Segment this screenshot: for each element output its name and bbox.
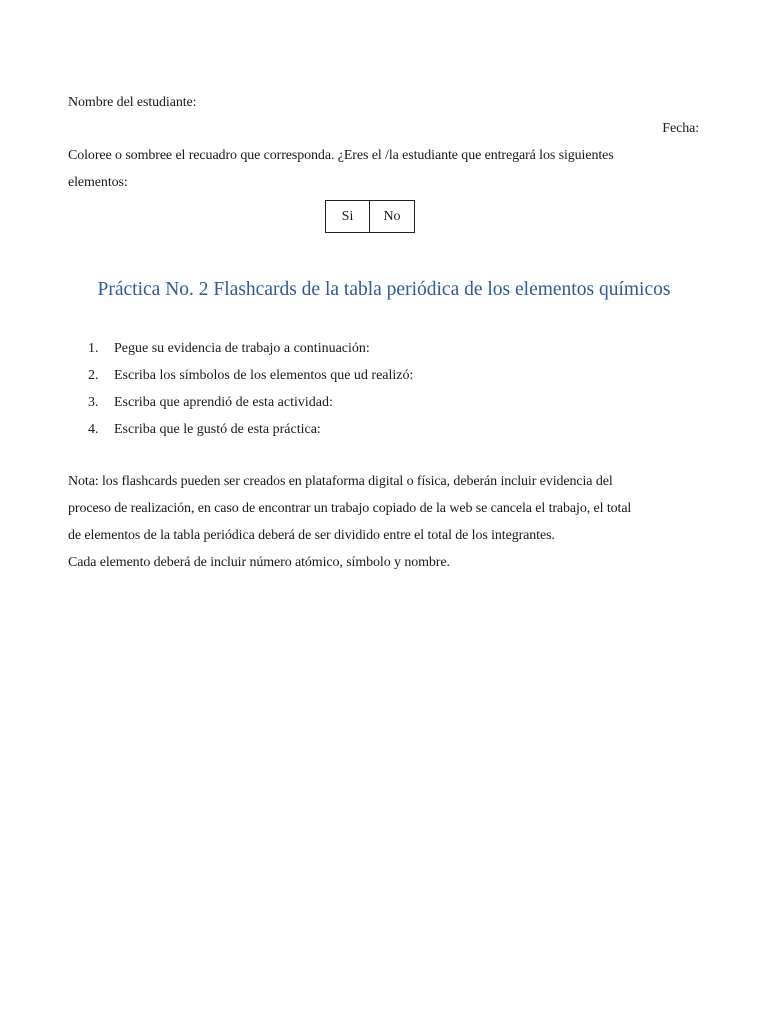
note-paragraph-line: de elementos de la tabla periódica deberá de ser dividido entre el total de los integrantes. — [68, 528, 555, 543]
student-name-label: Nombre del estudiante: — [68, 95, 197, 110]
no-box[interactable]: No — [370, 201, 415, 233]
list-item-number: 3. — [88, 395, 99, 410]
note-paragraph-line: Nota: los flashcards pueden ser creados en plataforma digital o física, deberán incluir evidencia del — [68, 474, 613, 489]
yes-no-table — [325, 200, 415, 233]
practice-title: Práctica No. 2 Flashcards de la tabla periódica de los elementos químicos — [97, 279, 671, 300]
instruction-text: Coloree o sombree el recuadro que corresponda. ¿Eres el /la estudiante que entregará los siguientes — [68, 148, 614, 163]
instruction-text-continued: elementos: — [68, 175, 128, 190]
list-item-text: Escriba los símbolos de los elementos que ud realizó: — [114, 368, 414, 383]
note-paragraph-line: proceso de realización, en caso de encontrar un trabajo copiado de la web se cancela el trabajo, el total — [68, 501, 632, 516]
list-item-text: Escriba que aprendió de esta actividad: — [114, 395, 333, 410]
list-item-text: Escriba que le gustó de esta práctica: — [114, 422, 321, 437]
list-item-number: 2. — [88, 368, 99, 383]
list-item-text: Pegue su evidencia de trabajo a continuación: — [114, 341, 370, 356]
list-item-number: 4. — [88, 422, 99, 437]
yes-box[interactable]: Si — [326, 201, 370, 233]
note-paragraph-line: Cada elemento deberá de incluir número atómico, símbolo y nombre. — [68, 555, 450, 570]
list-item-number: 1. — [88, 341, 99, 356]
date-label: Fecha: — [662, 121, 699, 136]
